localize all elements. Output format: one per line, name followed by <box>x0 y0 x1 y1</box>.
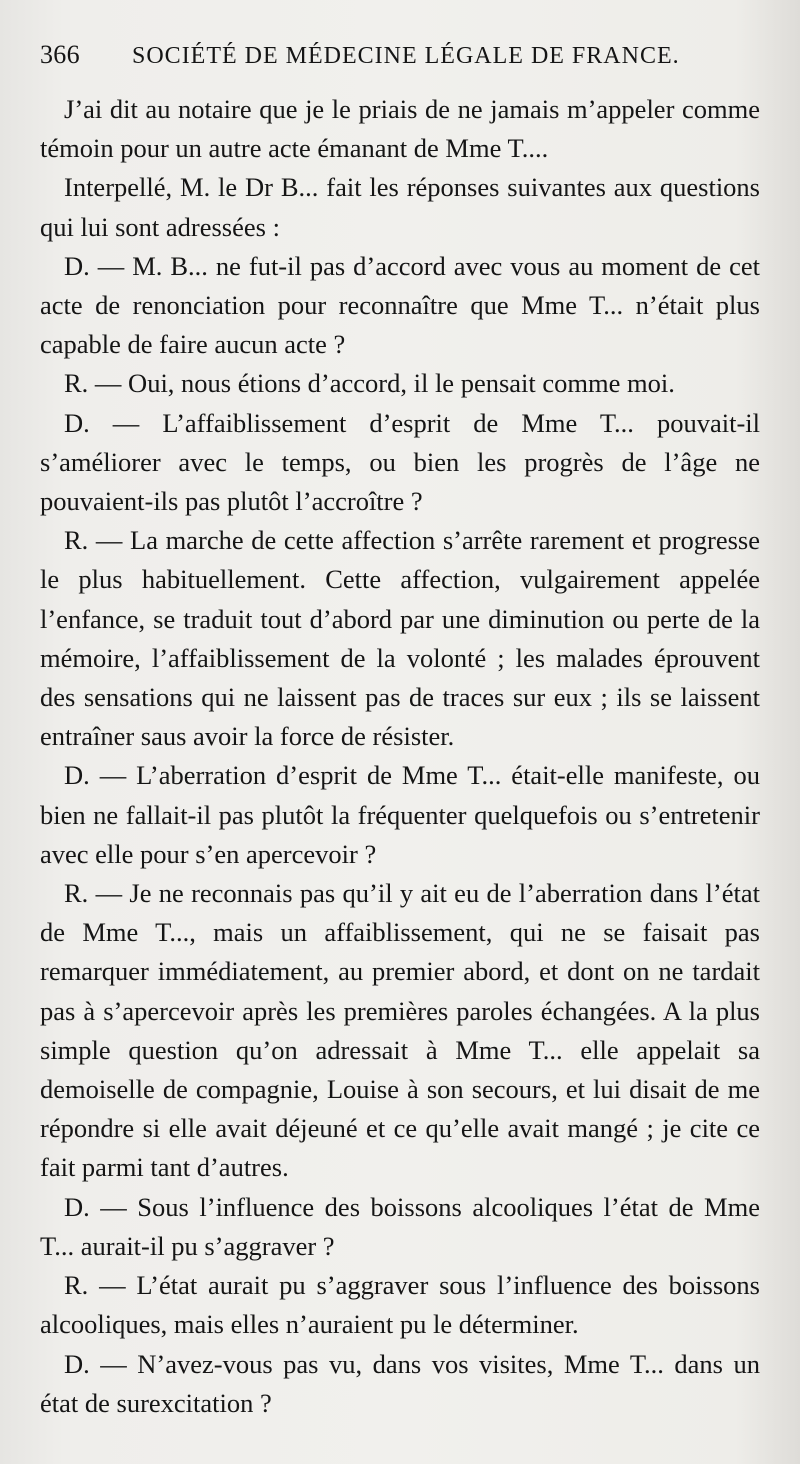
answer-affaiblissement: R. — La marche de cette affection s’arrête rarement et progresse le plus habituellement. Cette affection, vulgairement appelée l’enfance, se traduit tout d’abord par une diminution ou perte de la mémoire, l’affaiblissement de la volonté ; les malades éprouvent des sensations qui ne laissent pas de traces sur eux ; ils se laissent entraîner saus avoir la force de résister. <box>40 525 760 752</box>
page-header <box>40 40 760 80</box>
question-accord: D. — M. B... ne fut-il pas d’accord avec vous au moment de cet acte de renonciation pour reconnaître que Mme T... n’était plus capable de faire aucun acte ? <box>40 250 760 360</box>
page-body <box>40 90 760 1423</box>
question-boissons: D. — Sous l’influence des boissons alcooliques l’état de Mme T... aurait-il pu s’aggraver ? <box>40 1191 760 1261</box>
running-head: SOCIÉTÉ DE MÉDECINE LÉGALE DE FRANCE. <box>132 43 680 69</box>
answer-aberration: R. — Je ne reconnais pas qu’il y ait eu de l’aberration dans l’état de Mme T..., mais un affaiblissement, qui ne se faisait pas remarquer immédiatement, au premier abord, et dont on ne tardait pas à s’apercevoir après les premières paroles échangées. A la plus simple question qu’on adressait à Mme T... elle appelait sa demoiselle de compagnie, Louise à son secours, et lui disait de me répondre si elle avait déjeuné et ce qu’elle avait mangé ; je cite ce fait parmi tant d’autres. <box>40 878 760 1183</box>
paragraph-notaire: J’ai dit au notaire que je le priais de ne jamais m’appeler comme témoin pour un autre acte émanant de Mme T.... <box>40 94 760 164</box>
question-affaiblissement: D. — L’affaiblissement d’esprit de Mme T... pouvait-il s’améliorer avec le temps, ou bien les progrès de l’âge ne pouvaient-ils pas plutôt l’accroître ? <box>40 407 760 517</box>
question-aberration: D. — L’aberration d’esprit de Mme T... était-elle manifeste, ou bien ne fallait-il pas plutôt la fréquenter quelquefois ou s’entretenir avec elle pour s’en apercevoir ? <box>40 760 760 869</box>
question-surexcitation: D. — N’avez-vous pas vu, dans vos visites, Mme T... dans un état de surexcitation ? <box>40 1348 760 1418</box>
paragraph-interpelle: Interpellé, M. le Dr B... fait les réponses suivantes aux questions qui lui sont adressées : <box>40 172 760 242</box>
answer-boissons: R. — L’état aurait pu s’aggraver sous l’influence des boissons alcooliques, mais elles n’auraient pu le déterminer. <box>40 1270 760 1340</box>
page-number: 366 <box>40 40 80 69</box>
answer-accord: R. — Oui, nous étions d’accord, il le pensait comme moi. <box>64 368 675 399</box>
